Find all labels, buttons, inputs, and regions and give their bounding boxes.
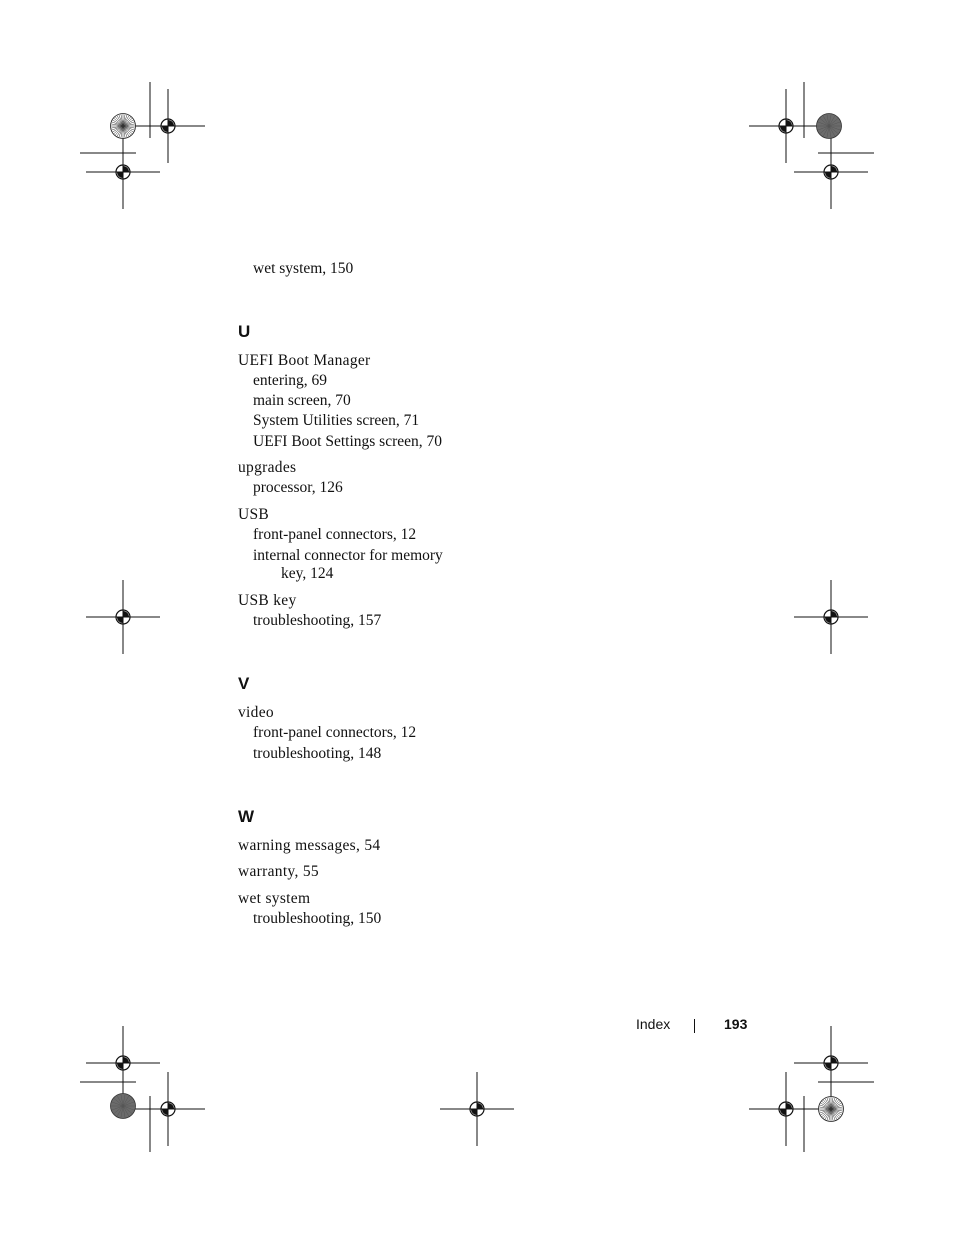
crosshair-registration-icon (86, 135, 160, 209)
crosshair-registration-icon (86, 580, 160, 654)
crosshair-registration-icon (749, 1072, 823, 1146)
index-subentry: troubleshooting, 148 (253, 745, 382, 762)
gray-disc-icon (111, 1094, 136, 1119)
index-subentry: UEFI Boot Settings screen, 70 (253, 433, 442, 450)
crosshair-registration-icon (794, 580, 868, 654)
index-entry: USB key (238, 592, 297, 609)
index-subentry: front-panel connectors, 12 (253, 526, 417, 543)
page-number: 193 (724, 1016, 748, 1032)
index-subentry: processor, 126 (253, 479, 343, 496)
index-entry: USB (238, 506, 270, 523)
crosshair-registration-icon (794, 1026, 868, 1100)
index-subentry: troubleshooting, 157 (253, 612, 382, 629)
crosshair-registration-icon (86, 1026, 160, 1100)
gray-disc-icon (817, 114, 842, 139)
starburst-icon (111, 114, 136, 139)
index-subentry: front-panel connectors, 12 (253, 724, 417, 741)
index-subentry: System Utilities screen, 71 (253, 412, 420, 429)
continued-entry: wet system, 150 (253, 260, 354, 277)
crosshair-registration-icon (749, 89, 823, 163)
index-subentry: entering, 69 (253, 372, 328, 389)
section-letter-u: U (238, 322, 251, 341)
crosshair-registration-icon (131, 1072, 205, 1146)
crosshair-registration-icon (131, 89, 205, 163)
index-entry: warning messages, 54 (238, 837, 381, 854)
footer-section-label: Index (636, 1016, 671, 1032)
index-entry: UEFI Boot Manager (238, 352, 371, 369)
index-entry: warranty, 55 (238, 863, 319, 880)
index-entry: video (238, 704, 274, 721)
footer-separator (694, 1019, 695, 1033)
index-subentry-continuation: key, 124 (281, 565, 334, 582)
index-entry: wet system (238, 890, 311, 907)
index-subentry: internal connector for memory (253, 547, 443, 564)
section-letter-w: W (238, 807, 255, 826)
crosshair-registration-icon (794, 135, 868, 209)
section-letter-v: V (238, 674, 250, 693)
starburst-icon (819, 1097, 844, 1122)
index-subentry: troubleshooting, 150 (253, 910, 382, 927)
crosshair-registration-icon (440, 1072, 514, 1146)
index-entry: upgrades (238, 459, 297, 476)
index-subentry: main screen, 70 (253, 392, 351, 409)
